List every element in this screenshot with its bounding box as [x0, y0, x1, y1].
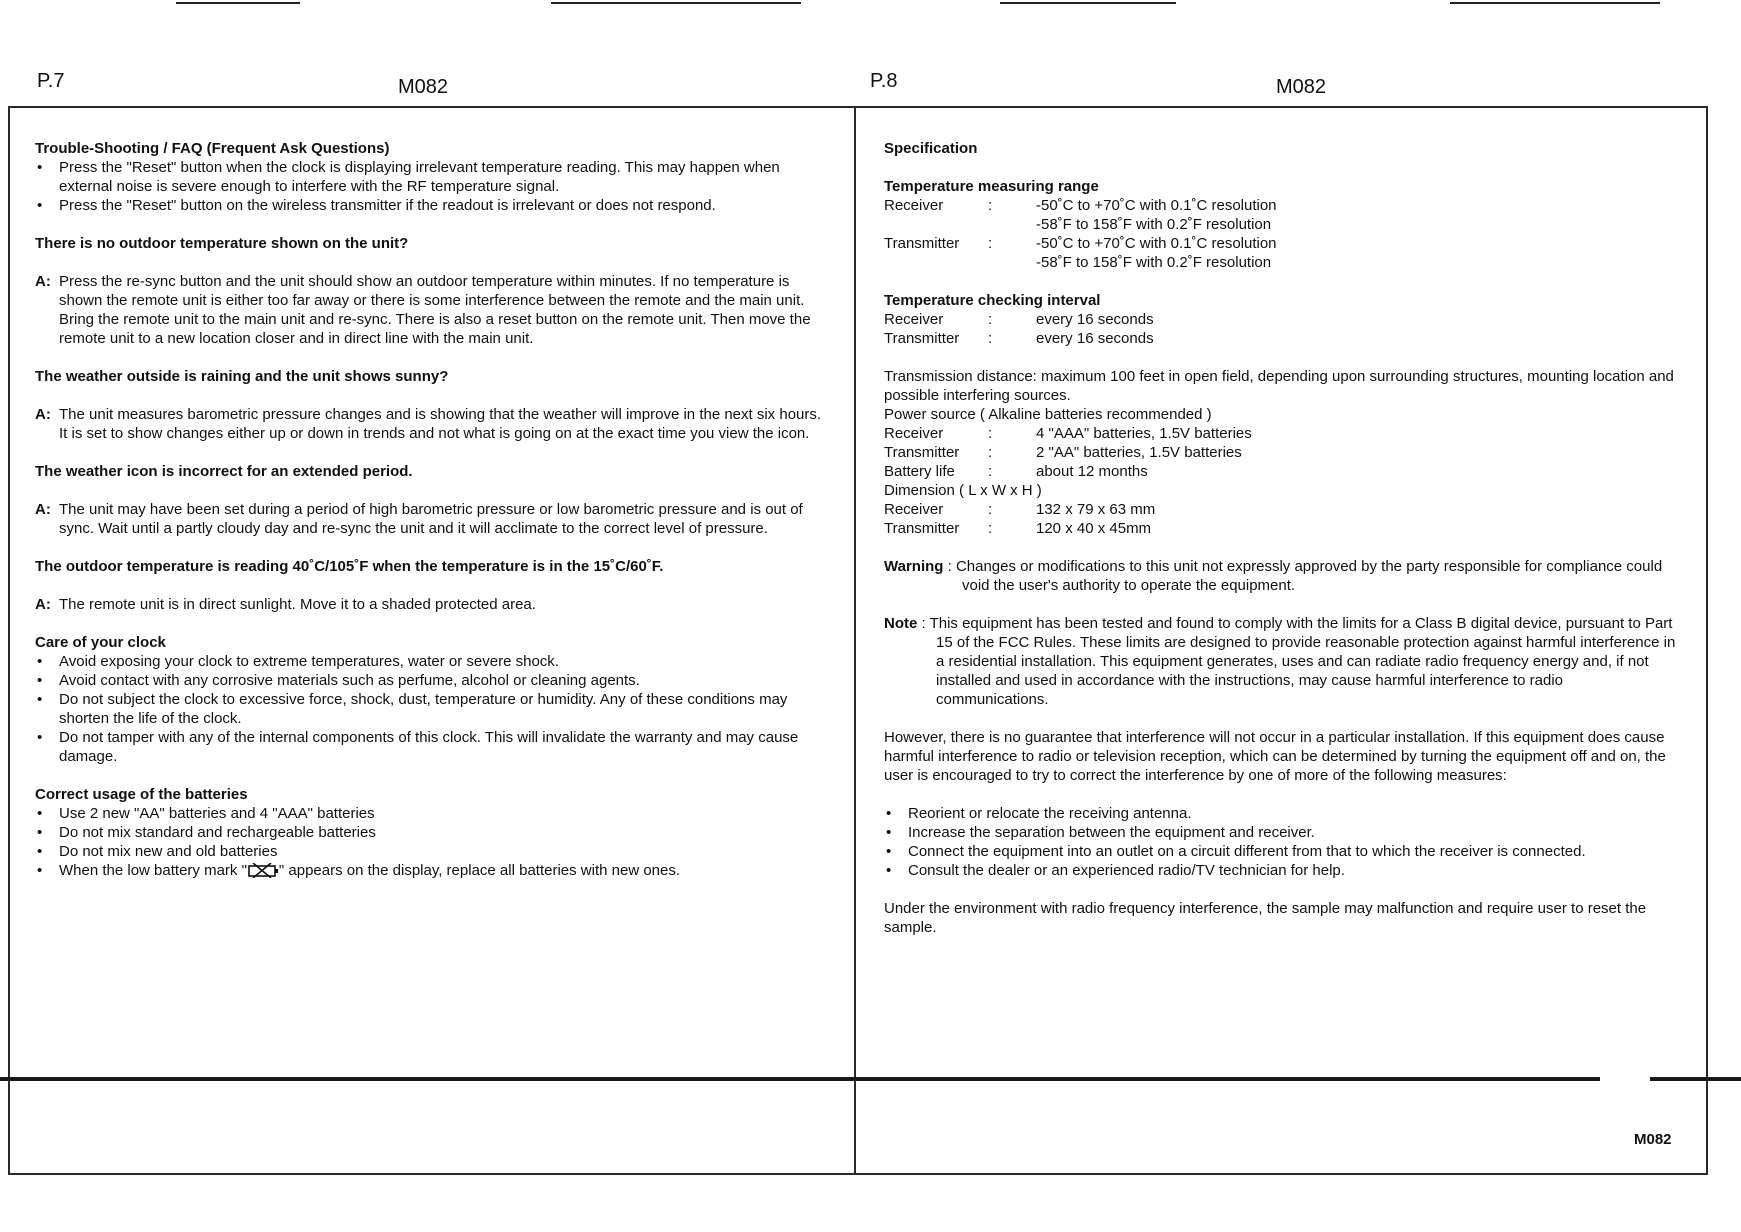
spec-key: Receiver: [884, 311, 944, 328]
however-paragraph: However, there is no guarantee that interference will not occur in a particular installation. If this equipment does cause harmful interference to radio or television reception, which can be determined by turning the equipment off and on, the user is encouraged to try to correct the interference by one of more of the following measures:: [884, 729, 1666, 784]
top-rule: [176, 2, 300, 4]
spec-value: -50˚C to +70˚C with 0.1˚C resolution: [1036, 235, 1277, 252]
spec-row: [884, 234, 1678, 253]
answer-text: The unit may have been set during a period of high barometric pressure or low barometric pressure and is out of sync. Wait until a partly cloudy day and re-sync the unit and it will acclimate to the correct level of pressure.: [59, 501, 803, 537]
note-label: Note: [884, 615, 918, 632]
spec-value: 120 x 40 x 45mm: [1036, 520, 1152, 537]
list-item: • Use 2 new "AA" batteries and 4 "AAA" batteries: [35, 804, 825, 823]
spec-key: Transmitter: [884, 520, 960, 537]
spec-value: -58˚F to 158˚F with 0.2˚F resolution: [1036, 254, 1272, 271]
spec-value: every 16 seconds: [1036, 330, 1154, 347]
spec-row: [884, 424, 1678, 443]
warning-text: : Changes or modifications to this unit not expressly approved by the party responsible for compliance could void the user's authority to operate the equipment.: [943, 558, 1663, 594]
page-number-left: P.7: [37, 70, 65, 92]
spec-colon: :: [988, 444, 993, 461]
spec-value: 4 "AAA" batteries, 1.5V batteries: [1036, 425, 1252, 442]
right-page-content: [884, 139, 1678, 937]
list-item: • Do not mix standard and rechargeable batteries: [35, 823, 825, 842]
top-rule: [1000, 2, 1176, 4]
note-text: : This equipment has been tested and found to comply with the limits for a Class B digital device, pursuant to Part 15 of the FCC Rules. These limits are designed to provide reasonable protection against harmful interference in a residential installation. This equipment generates, uses and can radiate radio frequency energy and, if not installed and used in accordance with the instructions, may cause harmful interference to radio communications.: [917, 615, 1676, 708]
spec-row: [884, 443, 1678, 462]
list-item: • Reorient or relocate the receiving antenna.: [884, 804, 1678, 823]
list-item: • Do not mix new and old batteries: [35, 842, 825, 861]
spec-colon: [988, 253, 1036, 272]
list-item: • Increase the separation between the equipment and receiver.: [884, 823, 1678, 842]
page-number-right: P.8: [870, 70, 898, 92]
spec-row: [884, 500, 1678, 519]
list-item: • Press the "Reset" button on the wireless transmitter if the readout is irrelevant or does not respond.: [35, 196, 825, 215]
spec-title: Specification: [884, 140, 978, 157]
left-page-content: [35, 139, 825, 880]
spec-key: [884, 215, 988, 234]
top-rule: [551, 2, 801, 4]
spec-key: Transmitter: [884, 444, 960, 461]
fold-line: [1650, 1077, 1741, 1081]
spec-key: [884, 253, 988, 272]
list-item: • Avoid exposing your clock to extreme temperatures, water or severe shock.: [35, 652, 825, 671]
spec-colon: :: [988, 197, 993, 214]
spec-key: Battery life: [884, 463, 955, 480]
faq-title: Trouble-Shooting / FAQ (Frequent Ask Questions): [35, 140, 390, 157]
spec-colon: :: [988, 235, 993, 252]
answer-label: A:: [35, 596, 51, 613]
low-battery-icon: [247, 863, 279, 878]
question-heading: The outdoor temperature is reading 40˚C/105˚F when the temperature is in the 15˚C/60˚F.: [35, 558, 664, 575]
spec-colon: :: [988, 463, 993, 480]
spec-value: every 16 seconds: [1036, 311, 1154, 328]
question-heading: There is no outdoor temperature shown on the unit?: [35, 235, 409, 252]
spec-key: Receiver: [884, 197, 944, 214]
spec-colon: :: [988, 330, 993, 347]
answer-label: A:: [35, 501, 51, 518]
spec-value: -58˚F to 158˚F with 0.2˚F resolution: [1036, 216, 1272, 233]
question-heading: The weather outside is raining and the unit shows sunny?: [35, 368, 449, 385]
answer-text: Press the re-sync button and the unit should show an outdoor temperature within minutes. If no temperature is shown the remote unit is either too far away or there is some interference between the remote and the main unit. Bring the remote unit to the main unit and re-sync. There is also a reset button on the remote unit. Then move the remote unit to a new location closer and in direct line with the main unit.: [59, 273, 811, 347]
warning-label: Warning: [884, 558, 944, 575]
top-rule: [1450, 2, 1660, 4]
spec-value: 132 x 79 x 63 mm: [1036, 501, 1156, 518]
answer-paragraph: [35, 500, 825, 538]
spec-value: -50˚C to +70˚C with 0.1˚C resolution: [1036, 197, 1277, 214]
spec-colon: :: [988, 425, 993, 442]
spec-row: [884, 519, 1678, 538]
spec-row: [884, 253, 1678, 272]
dimension-title: Dimension ( L x W x H ): [884, 482, 1042, 499]
list-item: • Do not subject the clock to excessive force, shock, dust, temperature or humidity. Any of these conditions may shorten the life of the clock.: [35, 690, 825, 728]
fold-line: [0, 1077, 1600, 1081]
battery-title: Correct usage of the batteries: [35, 786, 248, 803]
answer-paragraph: [35, 595, 825, 614]
closing-paragraph: Under the environment with radio frequency interference, the sample may malfunction and require user to reset the sample.: [884, 900, 1647, 936]
list-item: • Press the "Reset" button when the clock is displaying irrelevant temperature reading. This may happen when external noise is severe enough to interfere with the RF temperature signal.: [35, 158, 825, 196]
temp-range-title: Temperature measuring range: [884, 178, 1099, 195]
answer-text: The remote unit is in direct sunlight. Move it to a shaded protected area.: [59, 596, 536, 613]
interval-title: Temperature checking interval: [884, 292, 1101, 309]
list-item: [35, 861, 825, 880]
battery-text-before: When the low battery mark ": [59, 862, 247, 879]
spec-row: [884, 329, 1678, 348]
spec-value: 2 "AA" batteries, 1.5V batteries: [1036, 444, 1242, 461]
list-item: • Avoid contact with any corrosive materials such as perfume, alcohol or cleaning agents.: [35, 671, 825, 690]
spec-key: Receiver: [884, 501, 944, 518]
note-paragraph: [884, 614, 1678, 709]
battery-text-after: " appears on the display, replace all batteries with new ones.: [278, 862, 681, 879]
answer-label: A:: [35, 406, 51, 423]
spec-row: [884, 310, 1678, 329]
answer-paragraph: [35, 405, 825, 443]
spec-key: Transmitter: [884, 330, 960, 347]
list-item: • Consult the dealer or an experienced radio/TV technician for help.: [884, 861, 1678, 880]
answer-label: A:: [35, 273, 51, 290]
warning-paragraph: [884, 557, 1678, 595]
spec-row: [884, 196, 1678, 215]
model-label-left: M082: [398, 76, 449, 98]
footer-model: M082: [1634, 1131, 1672, 1148]
answer-paragraph: [35, 272, 825, 348]
spec-key: Receiver: [884, 425, 944, 442]
care-title: Care of your clock: [35, 634, 166, 651]
spec-colon: :: [988, 311, 993, 328]
spec-value: about 12 months: [1036, 463, 1148, 480]
spec-key: Transmitter: [884, 235, 960, 252]
spec-row: [884, 215, 1678, 234]
model-label-right: M082: [1276, 76, 1327, 98]
list-item: • Do not tamper with any of the internal components of this clock. This will invalidate the warranty and may cause damage.: [35, 728, 825, 766]
spec-row: [884, 462, 1678, 481]
answer-text: The unit measures barometric pressure changes and is showing that the weather will improve in the next six hours. It is set to show changes either up or down in trends and not what is going on at the exact time you view the icon.: [59, 406, 822, 442]
transmission-distance: Transmission distance: maximum 100 feet in open field, depending upon surrounding structures, mounting location and possible interfering sources.: [884, 368, 1674, 404]
spec-colon: :: [988, 520, 993, 537]
question-heading: The weather icon is incorrect for an extended period.: [35, 463, 413, 480]
spec-colon: [988, 215, 1036, 234]
spec-colon: :: [988, 501, 993, 518]
list-item: • Connect the equipment into an outlet on a circuit different from that to which the receiver is connected.: [884, 842, 1678, 861]
power-title: Power source ( Alkaline batteries recommended ): [884, 406, 1212, 423]
